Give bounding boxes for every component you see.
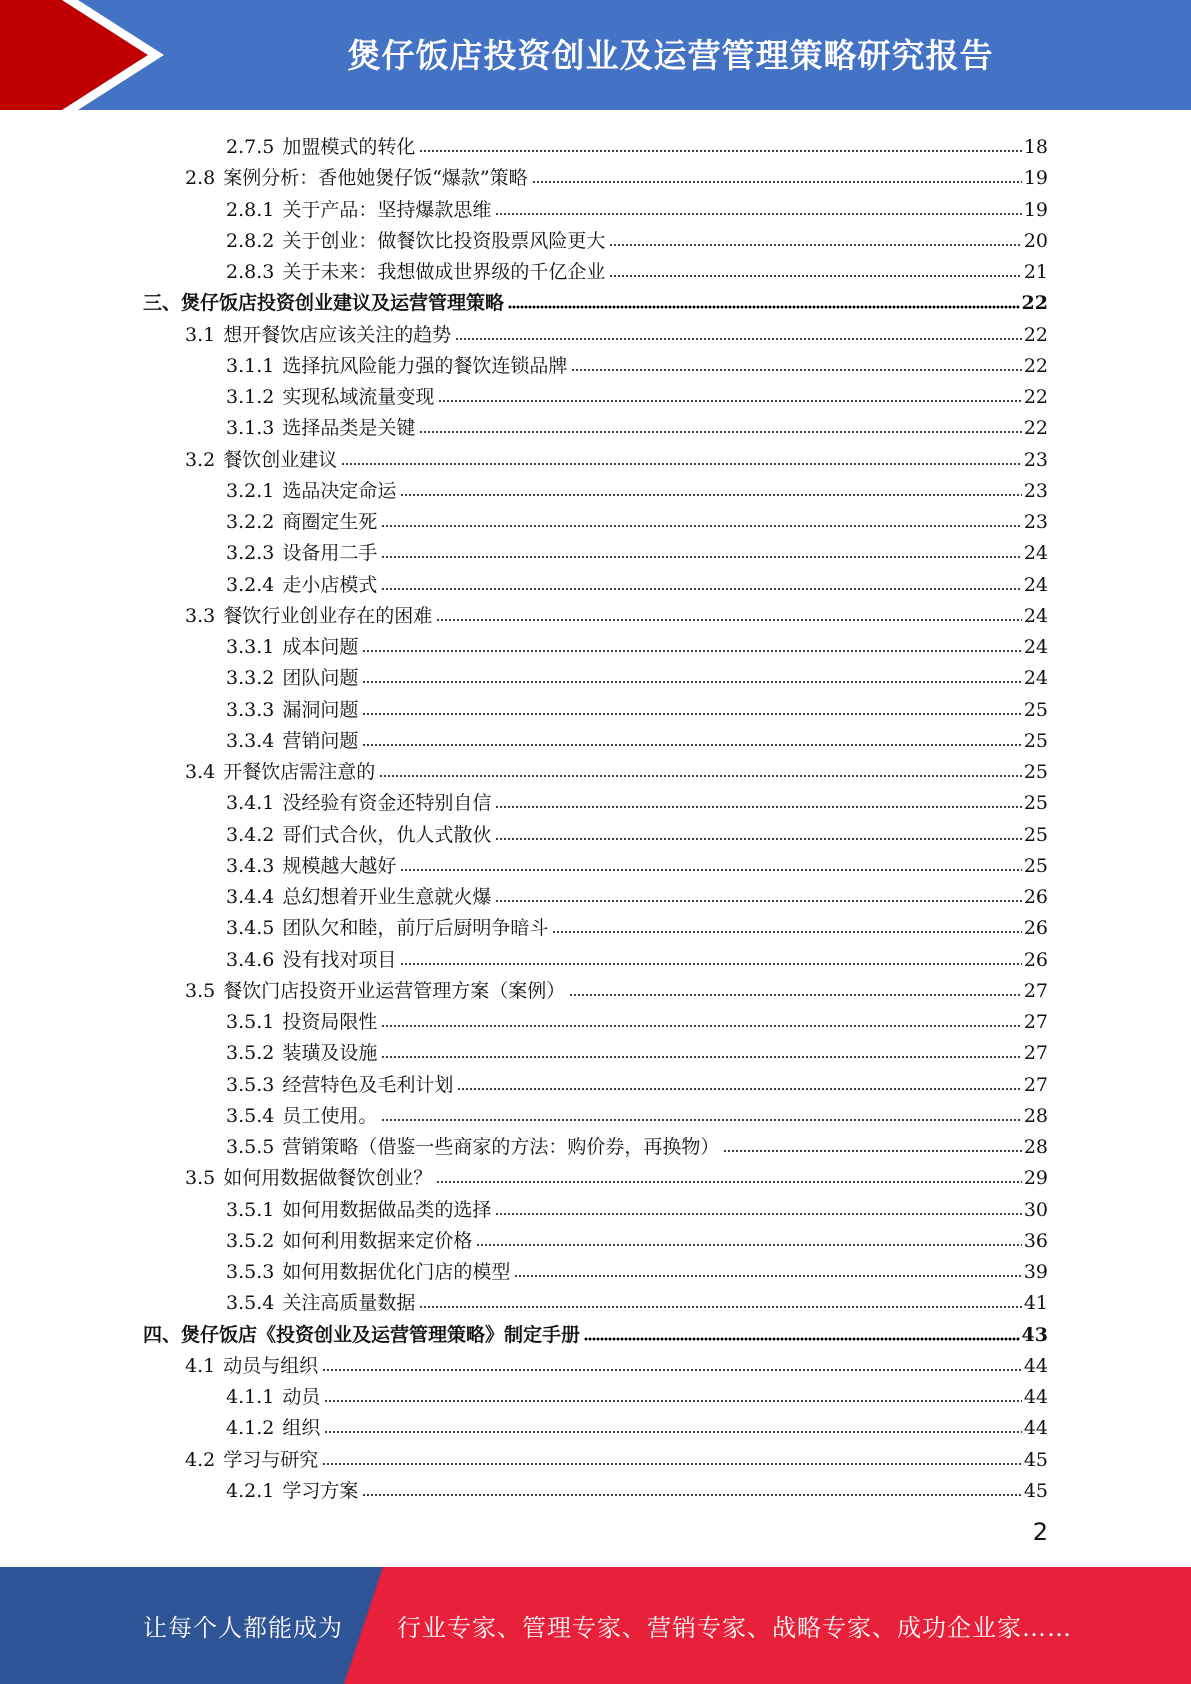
- toc-entry-number: 3.4.2: [226, 823, 275, 846]
- toc-entry[interactable]: [143, 1316, 1048, 1346]
- toc-entry-title: 经营特色及毛利计划: [282, 1073, 454, 1096]
- toc-entry-title: 如何用数据做餐饮创业？: [223, 1167, 433, 1190]
- toc-entry-label: [226, 542, 379, 564]
- document-title: 煲仔饭店投资创业及运营管理策略研究报告: [347, 35, 994, 75]
- toc-entry[interactable]: [185, 753, 1048, 783]
- toc-entry-label: [226, 1417, 322, 1439]
- toc-entry-page: 45: [1023, 1448, 1048, 1471]
- toc-entry-title: 如何用数据优化门店的模型: [282, 1261, 511, 1283]
- toc-entry-number: 2.8: [185, 167, 216, 190]
- toc-entry-title: 哥们式合伙，仇人式散伙: [282, 823, 492, 846]
- toc-entry-title: 学习方案: [282, 1479, 359, 1502]
- toc-entry-page: 45: [1023, 1479, 1048, 1502]
- toc-entry[interactable]: [185, 316, 1048, 346]
- toc-entry-label: [226, 355, 569, 377]
- toc-entry-number: 3.1.1: [226, 354, 275, 377]
- toc-entry-page: 27: [1023, 1011, 1048, 1033]
- toc-entry-label: [143, 1324, 582, 1346]
- toc-entry-label: [226, 886, 493, 908]
- toc-entry-number: 3.4: [185, 761, 216, 783]
- toc-entry-number: 3.4.1: [226, 792, 275, 815]
- toc-entry[interactable]: [185, 1347, 1048, 1377]
- toc-entry[interactable]: [185, 441, 1048, 471]
- toc-entry-label: [226, 199, 493, 221]
- toc-entry-number: 3.2: [185, 448, 216, 471]
- toc-entry-label: [226, 855, 398, 877]
- toc-entry-label: [226, 480, 398, 502]
- toc-entry-title: 想开餐饮店应该关注的趋势: [223, 323, 452, 346]
- toc-entry[interactable]: [226, 784, 1048, 814]
- toc-entry-label: [143, 292, 506, 314]
- toc-entry[interactable]: [226, 628, 1048, 658]
- toc-entry-page: 22: [1023, 417, 1048, 440]
- toc-entry[interactable]: [226, 222, 1048, 252]
- toc-entry-label: [185, 980, 567, 1002]
- toc-entry-title: 组织: [282, 1417, 321, 1440]
- toc-entry-page: 26: [1023, 917, 1048, 940]
- toc-entry-page: 22: [1023, 386, 1048, 408]
- toc-entry[interactable]: [185, 972, 1048, 1002]
- header-bar: [0, 0, 1191, 110]
- toc-entry-title: 选择品类是关键: [282, 417, 416, 440]
- toc-entry-title: 成本问题: [282, 636, 359, 658]
- toc-entry-page: 25: [1023, 698, 1048, 721]
- toc-dot-leader: [495, 212, 1021, 216]
- toc-entry-label: [226, 949, 398, 971]
- toc-entry[interactable]: [226, 378, 1048, 408]
- toc-entry-label: [226, 230, 607, 252]
- toc-entry-page: 23: [1023, 448, 1048, 471]
- toc-dot-leader: [723, 1149, 1021, 1153]
- toc-entry-page: 26: [1023, 948, 1048, 971]
- toc-dot-leader: [457, 1087, 1021, 1091]
- toc-entry[interactable]: [226, 409, 1048, 439]
- toc-entry[interactable]: [185, 1159, 1048, 1189]
- toc-entry-number: 3.1.2: [226, 386, 275, 408]
- toc-entry-page: 27: [1023, 979, 1048, 1002]
- toc-entry-title: 实现私域流量变现: [282, 386, 435, 408]
- toc-dot-leader: [495, 1212, 1021, 1216]
- toc-entry[interactable]: [226, 347, 1048, 377]
- toc-entry-title: 动员与组织: [223, 1354, 319, 1377]
- toc-entry-title: 团队问题: [282, 667, 359, 690]
- toc-entry-label: [226, 1105, 379, 1127]
- toc-entry[interactable]: [143, 284, 1048, 314]
- toc-entry[interactable]: [226, 1066, 1048, 1096]
- page-number: 2: [1032, 1518, 1048, 1546]
- toc-dot-leader: [571, 368, 1021, 372]
- toc-dot-leader: [381, 524, 1021, 528]
- toc-entry-label: [226, 636, 360, 658]
- toc-entry-title: 选择抗风险能力强的餐饮连锁品牌: [282, 354, 568, 377]
- toc-dot-leader: [400, 962, 1021, 966]
- toc-entry-page: 25: [1023, 761, 1048, 783]
- toc-entry-page: 29: [1023, 1167, 1048, 1190]
- toc-entry-page: 23: [1023, 479, 1048, 502]
- toc-dot-leader: [514, 1274, 1021, 1278]
- toc-dot-leader: [381, 1055, 1021, 1059]
- toc-dot-leader: [322, 1462, 1022, 1466]
- toc-entry[interactable]: [226, 1034, 1048, 1064]
- toc-entry[interactable]: [226, 191, 1048, 221]
- footer-slogan-left: 让每个人都能成为: [143, 1614, 343, 1642]
- toc-entry-title: 装璜及设施: [282, 1042, 378, 1065]
- toc-entry-number: 3.5.3: [226, 1073, 275, 1096]
- toc-entry[interactable]: [226, 941, 1048, 971]
- toc-entry-number: 3.3.3: [226, 698, 275, 721]
- toc-entry-label: [226, 824, 493, 846]
- toc-entry-page: 27: [1023, 1042, 1048, 1065]
- toc-entry[interactable]: [226, 659, 1048, 689]
- toc-entry-number: 3.4.6: [226, 948, 275, 971]
- toc-entry-page: 25: [1023, 792, 1048, 815]
- toc-entry-title: 没经验有资金还特别自信: [282, 792, 492, 815]
- toc-entry-title: 员工使用。: [282, 1104, 378, 1127]
- toc-entry[interactable]: [226, 566, 1048, 596]
- toc-entry-page: 25: [1023, 823, 1048, 846]
- toc-dot-leader: [508, 305, 1020, 309]
- toc-entry-page: 21: [1023, 261, 1048, 283]
- toc-entry-label: [226, 1292, 417, 1314]
- toc-entry-title: 关注高质量数据: [282, 1292, 416, 1315]
- toc-entry[interactable]: [226, 691, 1048, 721]
- toc-entry-title: 团队欠和睦，前厅后厨明争暗斗: [282, 917, 549, 940]
- toc-entry-title: 餐饮门店投资开业运营管理方案（案例）: [223, 979, 566, 1002]
- toc-dot-leader: [322, 1368, 1022, 1372]
- toc-entry-page: 23: [1023, 511, 1048, 533]
- toc-entry-label: [185, 167, 530, 189]
- toc-dot-leader: [438, 399, 1021, 403]
- toc-entry-number: 3.5.2: [226, 1229, 275, 1252]
- toc-entry[interactable]: [226, 722, 1048, 752]
- toc-entry-title: 餐饮行业创业存在的困难: [223, 604, 433, 627]
- toc-dot-leader: [400, 493, 1021, 497]
- toc-entry[interactable]: [226, 1097, 1048, 1127]
- toc-entry[interactable]: [226, 1409, 1048, 1439]
- toc-entry-title: 营销策略（借鉴一些商家的方法：购价券，再换物）: [282, 1136, 720, 1158]
- toc-entry-label: [185, 1167, 434, 1189]
- toc-entry[interactable]: [226, 878, 1048, 908]
- toc-entry-number: 3.2.2: [226, 511, 275, 533]
- toc-entry-label: [226, 1261, 512, 1283]
- toc-entry-label: [226, 511, 379, 533]
- toc-entry[interactable]: [226, 503, 1048, 533]
- toc-entry-page: 22: [1021, 292, 1048, 315]
- toc-entry-label: [226, 261, 607, 283]
- toc-entry-label: [226, 386, 436, 408]
- toc-entry-number: 3.3.4: [226, 729, 275, 752]
- toc-entry-title: 没有找对项目: [282, 948, 397, 971]
- toc-entry-number: 3.3.2: [226, 667, 275, 690]
- toc-entry-number: 3.1: [185, 323, 216, 346]
- toc-entry-page: 36: [1023, 1229, 1048, 1252]
- toc-entry-number: 3.5: [185, 979, 216, 1002]
- toc-entry-title: 商圈定生死: [282, 511, 378, 533]
- toc-entry-page: 44: [1023, 1417, 1048, 1440]
- toc-entry-label: [185, 324, 453, 346]
- toc-entry-label: [226, 1386, 322, 1408]
- toc-dot-leader: [495, 899, 1021, 903]
- toc-entry-title: 餐饮创业建议: [223, 448, 338, 471]
- toc-entry-number: 3.2.1: [226, 479, 275, 502]
- toc-entry-page: 19: [1023, 198, 1048, 221]
- toc-dot-leader: [400, 868, 1021, 872]
- toc-entry-title: 走小店模式: [282, 573, 378, 596]
- toc-entry-page: 28: [1023, 1136, 1048, 1158]
- toc-entry-page: 25: [1023, 729, 1048, 752]
- toc-entry-page: 20: [1023, 229, 1048, 252]
- toc-entry-page: 24: [1023, 636, 1048, 658]
- toc-dot-leader: [476, 1243, 1021, 1247]
- toc-entry[interactable]: [226, 1253, 1048, 1283]
- toc-entry-number: 3.5.2: [226, 1042, 275, 1065]
- toc-entry-title: 设备用二手: [282, 542, 378, 565]
- toc-entry-number: 4.2: [185, 1448, 216, 1471]
- toc-dot-leader: [455, 337, 1022, 341]
- toc-entry-title: 加盟模式的转化: [282, 136, 416, 158]
- toc-entry-title: 动员: [282, 1386, 321, 1408]
- toc-entry-number: 2.7.5: [226, 136, 275, 158]
- toc-entry[interactable]: [226, 1003, 1048, 1033]
- toc-entry-number: 4.1.1: [226, 1386, 275, 1408]
- toc-entry[interactable]: [226, 128, 1048, 158]
- toc-entry-label: [226, 1230, 474, 1252]
- toc-entry-label: [226, 1136, 721, 1158]
- toc-dot-leader: [362, 743, 1021, 747]
- toc-entry-page: 24: [1023, 604, 1048, 627]
- toc-entry-number: 3.5.1: [226, 1011, 275, 1033]
- toc-entry-label: [226, 1480, 360, 1502]
- toc-entry-label: [185, 605, 434, 627]
- toc-entry-label: [226, 1199, 493, 1221]
- toc-entry-page: 19: [1023, 167, 1048, 190]
- toc-dot-leader: [379, 774, 1022, 778]
- toc-entry-title: 规模越大越好: [282, 854, 397, 877]
- toc-entry-page: 22: [1023, 354, 1048, 377]
- toc-entry-label: [226, 1074, 455, 1096]
- toc-entry[interactable]: [226, 847, 1048, 877]
- toc-entry-page: 24: [1023, 542, 1048, 565]
- toc-entry-label: [226, 1042, 379, 1064]
- toc-dot-leader: [381, 555, 1021, 559]
- toc-dot-leader: [324, 1430, 1021, 1434]
- toc-entry-title: 开餐饮店需注意的: [223, 761, 376, 783]
- toc-dot-leader: [419, 430, 1021, 434]
- toc-dot-leader: [362, 1493, 1021, 1497]
- toc-entry-number: 3.5.5: [226, 1136, 275, 1158]
- toc-entry-label: [226, 1011, 379, 1033]
- toc-entry-page: 43: [1021, 1323, 1048, 1346]
- toc-entry-number: 3.3: [185, 604, 216, 627]
- toc-entry-label: [185, 761, 377, 783]
- toc-entry[interactable]: [226, 816, 1048, 846]
- toc-entry-title: 关于创业：做餐饮比投资股票风险更大: [282, 229, 606, 252]
- footer-slogan-right: 行业专家、管理专家、营销专家、战略专家、成功企业家……: [397, 1614, 1072, 1642]
- toc-entry-title: 如何用数据做品类的选择: [282, 1198, 492, 1221]
- toc-entry-title: 案例分析：香他她煲仔饭“爆款”策略: [223, 167, 528, 190]
- toc-dot-leader: [381, 1118, 1021, 1122]
- toc-entry-page: 39: [1023, 1261, 1048, 1283]
- toc-entry-number: 3.1.3: [226, 417, 275, 440]
- toc-entry-number: 3.5.4: [226, 1292, 275, 1315]
- toc-entry[interactable]: [185, 1441, 1048, 1471]
- toc-entry-label: [226, 667, 360, 689]
- toc-entry-number: 3.5.3: [226, 1261, 275, 1283]
- toc-dot-leader: [495, 805, 1021, 809]
- toc-entry[interactable]: [226, 253, 1048, 283]
- toc-entry-number: 3.4.3: [226, 854, 275, 877]
- toc-entry-page: 25: [1023, 854, 1048, 877]
- toc-dot-leader: [584, 1337, 1020, 1341]
- toc-dot-leader: [419, 1305, 1021, 1309]
- toc-entry-label: [185, 1449, 320, 1471]
- toc-dot-leader: [532, 180, 1022, 184]
- toc-entry-page: 27: [1023, 1073, 1048, 1096]
- toc-entry-label: [226, 417, 417, 439]
- toc-entry-label: [226, 574, 379, 596]
- toc-entry-title: 关于未来：我想做成世界级的千亿企业: [282, 261, 606, 283]
- toc-entry[interactable]: [226, 1222, 1048, 1252]
- toc-entry-title: 如何利用数据来定价格: [282, 1229, 473, 1252]
- toc-entry-label: [226, 917, 550, 939]
- toc-entry-number: 4.1: [185, 1354, 216, 1377]
- toc-entry-label: [226, 136, 417, 158]
- toc-entry-label: [185, 449, 339, 471]
- toc-dot-leader: [552, 930, 1021, 934]
- toc-entry-number: 3.2.4: [226, 573, 275, 596]
- toc-entry-page: 18: [1023, 136, 1048, 158]
- toc-entry-number: 2.8.3: [226, 261, 275, 283]
- toc-entry-title: 营销问题: [282, 729, 359, 752]
- toc-dot-leader: [609, 274, 1021, 278]
- toc-entry-page: 24: [1023, 667, 1048, 690]
- toc-entry[interactable]: [185, 597, 1048, 627]
- toc-dot-leader: [381, 1024, 1021, 1028]
- toc-entry-label: [185, 1355, 320, 1377]
- toc-entry-page: 24: [1023, 573, 1048, 596]
- toc-entry-title: 关于产品：坚持爆款思维: [282, 198, 492, 221]
- toc-dot-leader: [362, 649, 1021, 653]
- toc-entry-page: 30: [1023, 1198, 1048, 1221]
- toc-entry[interactable]: [226, 472, 1048, 502]
- toc-entry[interactable]: [226, 1128, 1048, 1158]
- toc-entry[interactable]: [226, 909, 1048, 939]
- toc-entry-title: 总幻想着开业生意就火爆: [282, 886, 492, 908]
- toc-entry-title: 学习与研究: [223, 1448, 319, 1471]
- toc-entry-title: 三、煲仔饭店投资创业建议及运营管理策略: [143, 292, 505, 315]
- toc-dot-leader: [362, 712, 1021, 716]
- toc-entry-title: 漏洞问题: [282, 698, 359, 721]
- toc-entry-title: 投资局限性: [282, 1011, 378, 1033]
- toc-entry-title: 选品决定命运: [282, 479, 397, 502]
- toc-dot-leader: [381, 587, 1021, 591]
- toc-entry-page: 44: [1023, 1354, 1048, 1377]
- toc-entry-number: 3.4.5: [226, 917, 275, 940]
- toc-entry[interactable]: [226, 1191, 1048, 1221]
- toc-entry-page: 44: [1023, 1386, 1048, 1408]
- toc-entry-number: 3.5.4: [226, 1104, 275, 1127]
- toc-entry-page: 26: [1023, 886, 1048, 908]
- toc-entry-label: [226, 699, 360, 721]
- toc-dot-leader: [324, 1399, 1021, 1403]
- toc-entry[interactable]: [226, 1378, 1048, 1408]
- toc-entry-number: 4.2.1: [226, 1479, 275, 1502]
- toc-dot-leader: [341, 462, 1022, 466]
- toc-dot-leader: [436, 1180, 1022, 1184]
- toc-entry[interactable]: [226, 534, 1048, 564]
- toc-entry-number: 3.3.1: [226, 636, 275, 658]
- toc-dot-leader: [609, 243, 1021, 247]
- toc-entry-title: 四、煲仔饭店《投资创业及运营管理策略》制定手册: [143, 1323, 581, 1346]
- toc-entry-number: 4.1.2: [226, 1417, 275, 1440]
- toc-entry-number: 3.2.3: [226, 542, 275, 565]
- toc-entry-number: 3.4.4: [226, 886, 275, 908]
- toc-dot-leader: [569, 993, 1022, 997]
- toc-entry-number: 3.5: [185, 1167, 216, 1190]
- toc-entry-number: 3.5.1: [226, 1198, 275, 1221]
- toc-entry-label: [226, 792, 493, 814]
- toc-dot-leader: [362, 680, 1021, 684]
- toc-entry[interactable]: [226, 1472, 1048, 1502]
- toc-entry-number: 2.8.2: [226, 229, 275, 252]
- toc-entry-page: 22: [1023, 323, 1048, 346]
- toc-entry-page: 28: [1023, 1104, 1048, 1127]
- toc-dot-leader: [419, 149, 1021, 153]
- toc-entry-page: 41: [1023, 1292, 1048, 1315]
- toc-entry[interactable]: [226, 1284, 1048, 1314]
- toc-dot-leader: [436, 618, 1022, 622]
- toc-entry-number: 2.8.1: [226, 198, 275, 221]
- footer-banner: [0, 1567, 1191, 1684]
- toc-dot-leader: [495, 837, 1021, 841]
- toc-entry[interactable]: [185, 159, 1048, 189]
- toc-entry-label: [226, 730, 360, 752]
